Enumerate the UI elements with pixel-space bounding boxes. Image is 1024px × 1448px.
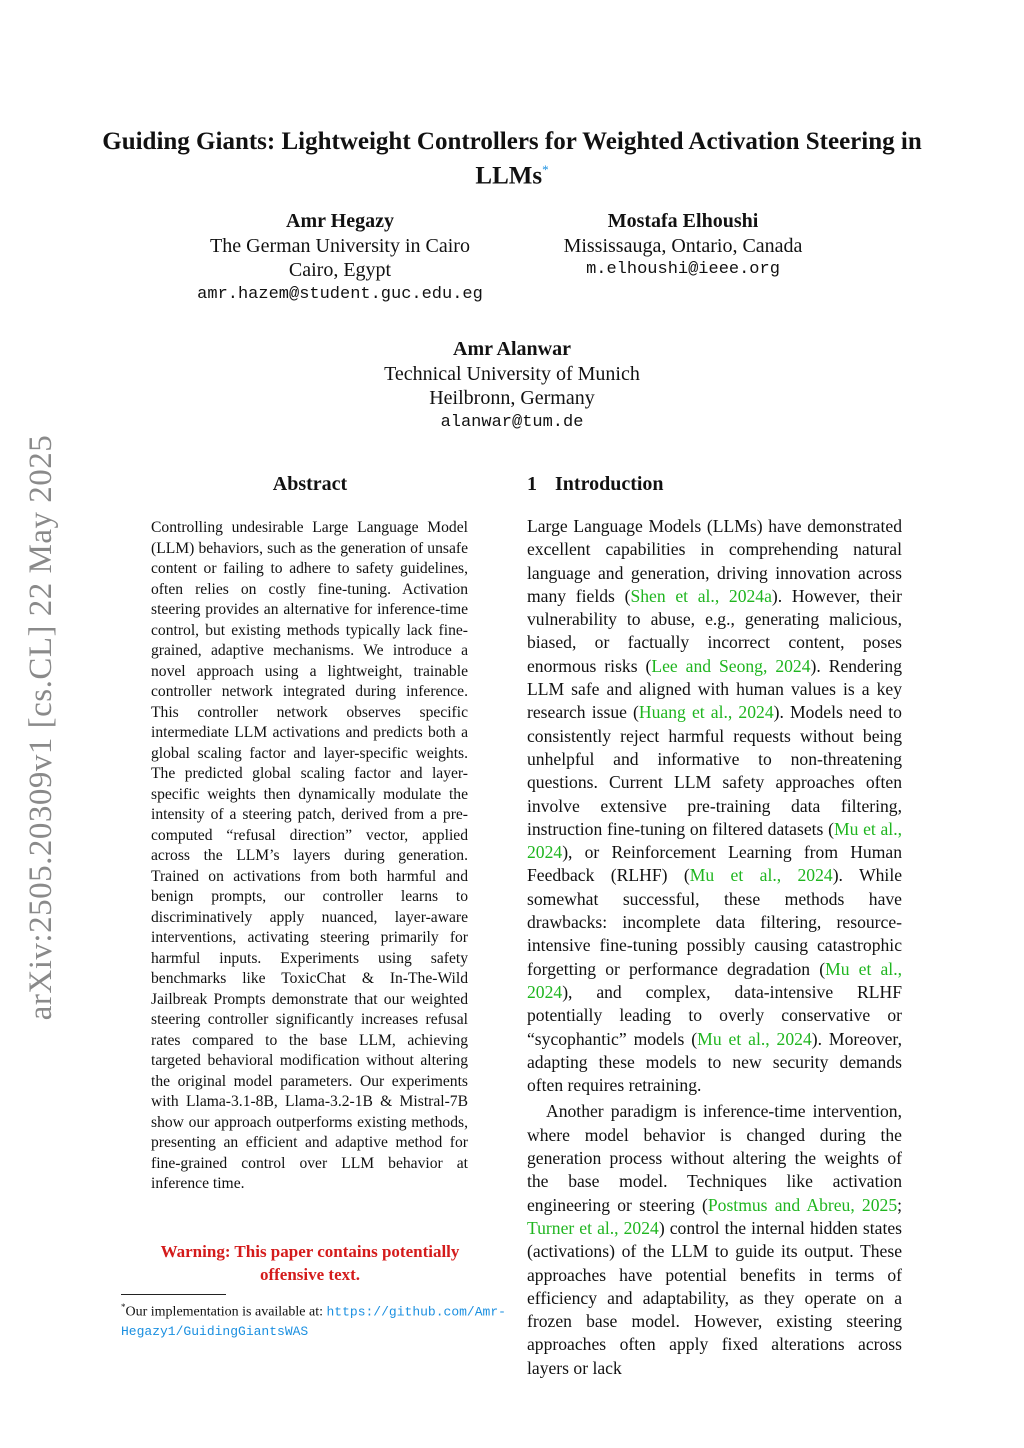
intro-text: ). However, their vulnerability to abuse, e.g., generating malicious, biased, or factually incorrect content, poses enormous risks ( [527,585,902,676]
intro-text: Large Language Models (LLMs) have demonstrated excellent capabilities in comprehending natural language and generation, driving innovation across many fields ( [527,516,902,606]
author-email[interactable]: m.elhoushi@ieee.org [586,260,780,279]
footnote [121,1298,506,1341]
intro-text: ; [897,1194,903,1215]
author-block-1 [180,209,500,307]
intro-text: ), and complex, data-intensive RLHF potentially leading to overly conservative or “sycophantic” models ( [527,981,902,1049]
footnote-text: Our implementation is available at: [125,1304,327,1320]
citation-link[interactable]: Mu et al., 2024 [527,818,902,863]
citation-link[interactable]: Shen et al., 2024a [630,585,772,606]
paper-title [100,128,924,190]
intro-text: ) control the internal hidden states (activations) of the LLM to guide its output. These approaches have potential benefits in terms of efficiency and adaptability, as they operate on a frozen base model. However, existing steering approaches often apply fixed alterations across layers or lack [527,1217,902,1378]
footnote-mark: * [121,1302,126,1312]
footnote-link[interactable]: https://github.com/Amr-Hegazy1/GuidingGiantsWAS [121,1304,506,1339]
intro-paragraph-1 [527,515,902,1097]
introduction-body [527,515,902,1380]
author-block-2 [533,209,833,283]
author-affiliation: Mississauga, Ontario, Canada [563,234,803,257]
citation-link[interactable]: Postmus and Abreu, 2025 [707,1194,898,1215]
section-title: Introduction [555,473,664,495]
intro-text: Another paradigm is inference-time intervention, where model behavior is changed during the generation process without altering the weights of the base model. Techniques like activation engineering or steering ( [527,1101,902,1215]
citation-link[interactable]: Lee and Seong, 2024 [651,655,811,676]
author-location: Heilbronn, Germany [429,387,595,409]
author-name: Amr Alanwar [453,338,571,360]
introduction-heading [527,472,902,496]
citation-link[interactable]: Turner et al., 2024 [527,1217,659,1238]
author-email[interactable]: alanwar@tum.de [440,412,584,432]
intro-text: ). Models need to consistently reject harmful requests without being unhelpful and informative to non-threatening questions. Current LLM safety approaches often involve extensive pre-training data filtering, instruction fine-tuning on filtered datasets ( [527,702,902,839]
citation-link[interactable]: Huang et al., 2024 [638,702,774,723]
intro-paragraph-2 [527,1100,902,1380]
content-warning: Warning: This paper contains potentially offensive text. [160,1242,460,1284]
intro-text: ). Moreover, adapting these models to new security demands often requires retraining. [527,1028,902,1096]
intro-text: ). While somewhat successful, these methods have drawbacks: incomplete data filtering, resource-intensive fine-tuning possibly causing catastrophic forgetting or performance degradation ( [527,865,903,979]
intro-text: ). Rendering LLM safe and aligned with human values is a key research issue ( [527,655,902,723]
author-location: Cairo, Egypt [288,259,392,281]
citation-link[interactable]: Mu et al., 2024 [697,1028,812,1049]
intro-text: ), or Reinforcement Learning from Human Feedback (RLHF) ( [527,842,902,886]
abstract-body: Controlling undesirable Large Language Model (LLM) behaviors, such as the generation of unsafe content or failing to adhere to safety guidelines, often relies on costly fine-tuning. Activation steering provides an alternative for inference-time control, but existing methods typically lack fine-grained, adaptive mechanisms. We introduce a novel approach using a lightweight, trainable controller network integrated during inference. This controller network observes specific intermediate LLM activations and predicts both a global scaling factor and layer-specific weights. The predicted global scaling factor and layer-specific weights then dynamically modulate the intensity of a steering patch, derived from a pre-computed “refusal direction” vector, applied across the LLM’s layers during generation. Trained on activations from both harmful and benign prompts, our controller learns to discriminatively apply nuanced, layer-aware interventions, activating steering primarily for harmful inputs. Experiments using safety benchmarks like ToxicChat & In-The-Wild Jailbreak Prompts demonstrate that our weighted steering controller significantly increases refusal rates compared to the base LLM, achieving targeted behavioral modification without altering the original model parameters. Our experiments with Llama-3.1-8B, Llama-3.2-1B & Mistral-7B show our approach outperforms existing methods, presenting an efficient and adaptive method for fine-grained control over LLM behavior at inference time. [151,519,468,1192]
arxiv-stamp-text: arXiv:2505.20309v1 [cs.CL] 22 May 2025 [23,434,60,1021]
paper-title-text: Guiding Giants: Lightweight Controllers for Weighted Activation Steering in LLMs [102,128,922,190]
author-name: Amr Hegazy [286,210,394,232]
author-block-3 [352,337,672,435]
author-name: Mostafa Elhoushi [607,210,759,232]
citation-link[interactable]: Mu et al., 2024 [527,958,902,1002]
author-email[interactable]: amr.hazem@student.guc.edu.eg [197,284,483,304]
citation-link[interactable]: Mu et al., 2024 [689,865,833,886]
footnote-rule [121,1294,226,1295]
author-affiliation: Technical University of Munich [384,362,640,385]
section-number: 1 [527,473,537,495]
title-footnote-mark[interactable]: * [542,162,549,177]
abstract-heading: Abstract [272,473,348,495]
author-affiliation: The German University in Cairo [210,234,470,257]
arxiv-stamp [12,425,72,1030]
